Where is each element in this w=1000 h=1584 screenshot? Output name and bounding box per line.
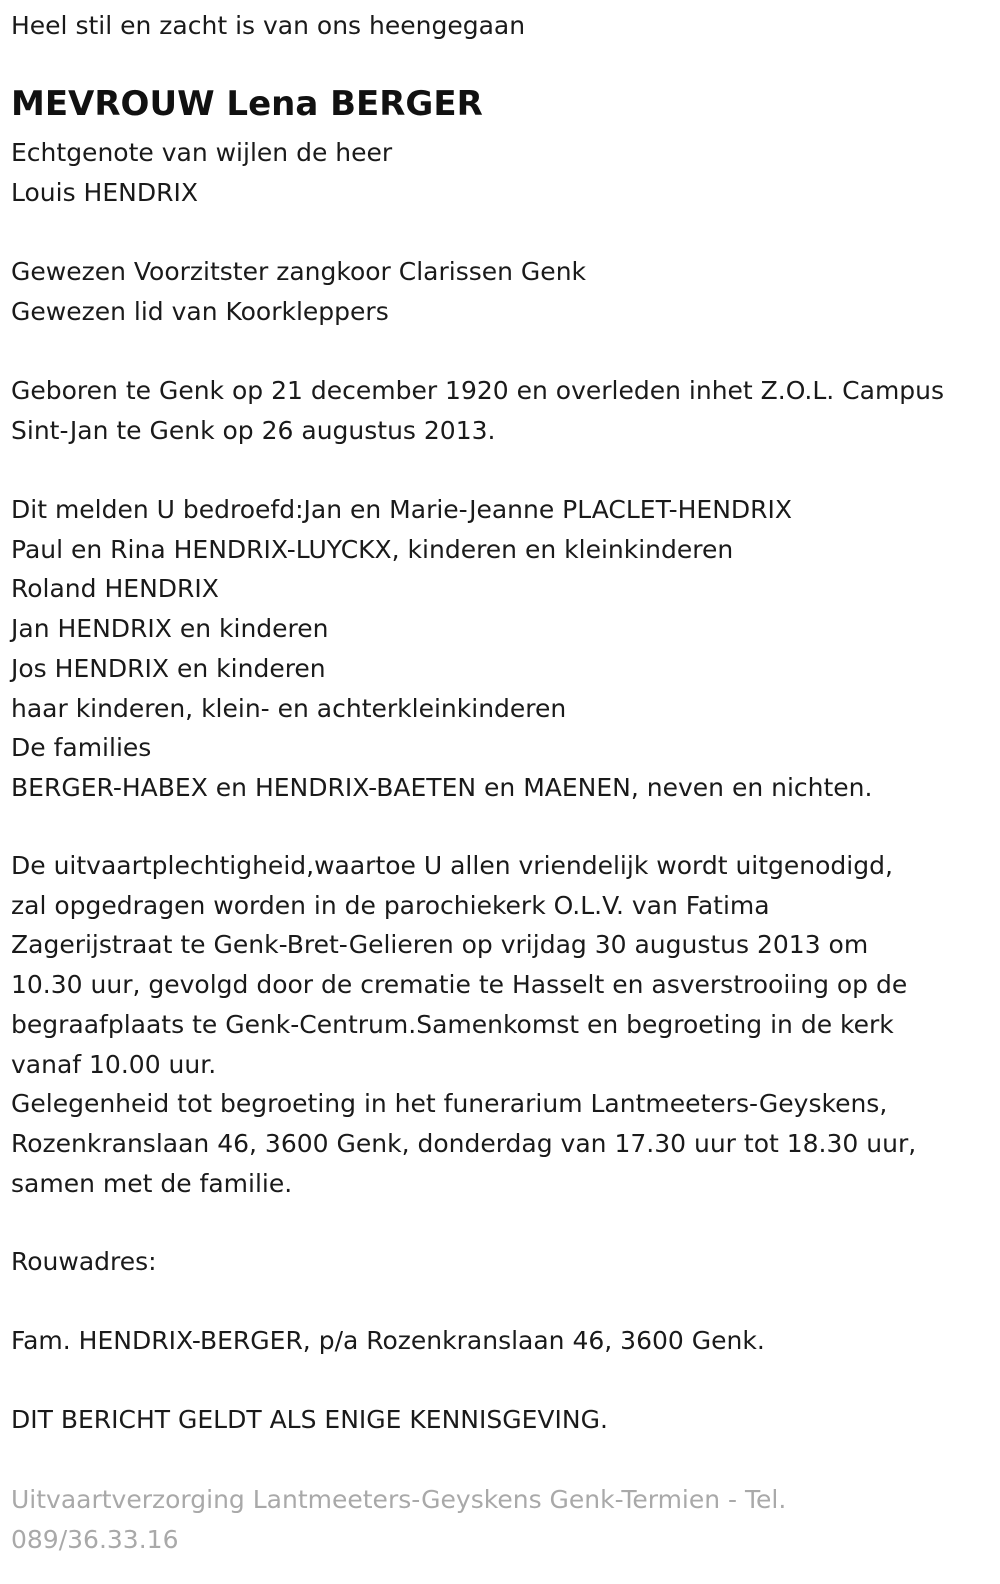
role-line: Gewezen lid van Koorkleppers [11, 296, 389, 326]
footer-block [11, 1480, 786, 1559]
funeral-line: Rozenkranslaan 46, 3600 Genk, donderdag van 17.30 uur tot 18.30 uur, [11, 1128, 917, 1158]
footer-line: 089/36.33.16 [11, 1524, 179, 1554]
deceased-name: MEVROUW Lena BERGER [11, 84, 483, 124]
family-line: BERGER-HABEX en HENDRIX-BAETEN en MAENEN, neven en nichten. [11, 772, 873, 802]
notice-line: DIT BERICHT GELDT ALS ENIGE KENNISGEVING. [11, 1405, 608, 1434]
family-line: De families [11, 733, 152, 763]
funeral-line: begraafplaats te Genk-Centrum.Samenkomst en begroeting in de kerk [11, 1009, 894, 1039]
family-line: haar kinderen, klein- en achterkleinkinderen [11, 693, 567, 723]
funeral-line: 10.30 uur, gevolgd door de crematie te Hasselt en asverstrooiing op de [11, 970, 908, 1000]
rouwadres-label: Rouwadres: [11, 1247, 157, 1276]
footer-line: Uitvaartverzorging Lantmeeters-Geyskens Genk-Termien - Tel. [11, 1485, 787, 1514]
birth-death-line: Geboren te Genk op 21 december 1920 en overleden inhet Z.O.L. Campus [11, 376, 945, 405]
spouse-line: Echtgenote van wijlen de heer [11, 138, 393, 167]
family-block [11, 490, 872, 808]
funeral-block [11, 846, 916, 1203]
rouwadres-block [11, 1321, 765, 1361]
funeral-line: zal opgedragen worden in de parochiekerk O.L.V. van Fatima [11, 890, 770, 920]
family-line: Jan HENDRIX en kinderen [11, 614, 329, 644]
birth-death-block [11, 371, 944, 450]
notice-block [11, 1400, 608, 1440]
family-line: Jos HENDRIX en kinderen [11, 653, 326, 683]
family-line: Dit melden U bedroefd:Jan en Marie-Jeanne PLACLET-HENDRIX [11, 495, 793, 524]
roles-block [11, 252, 586, 331]
rouwadres-label-block [11, 1242, 157, 1282]
rouwadres-address: Fam. HENDRIX-BERGER, p/a Rozenkranslaan 46, 3600 Genk. [11, 1326, 765, 1355]
spouse-block [11, 133, 392, 212]
funeral-line: Gelegenheid tot begroeting in het funerarium Lantmeeters-Geyskens, [11, 1089, 888, 1119]
funeral-line: Zagerijstraat te Genk-Bret-Gelieren op vrijdag 30 augustus 2013 om [11, 930, 869, 960]
birth-death-line: Sint-Jan te Genk op 26 augustus 2013. [11, 415, 496, 445]
funeral-line: vanaf 10.00 uur. [11, 1049, 217, 1079]
intro-line: Heel stil en zacht is van ons heengegaan [11, 11, 526, 40]
funeral-line: De uitvaartplechtigheid,waartoe U allen vriendelijk wordt uitgenodigd, [11, 851, 893, 880]
family-line: Roland HENDRIX [11, 574, 219, 604]
family-line: Paul en Rina HENDRIX-LUYCKX, kinderen en kleinkinderen [11, 534, 734, 564]
role-line: Gewezen Voorzitster zangkoor Clarissen Genk [11, 257, 587, 286]
funeral-line: samen met de familie. [11, 1168, 293, 1198]
spouse-line: Louis HENDRIX [11, 177, 198, 207]
